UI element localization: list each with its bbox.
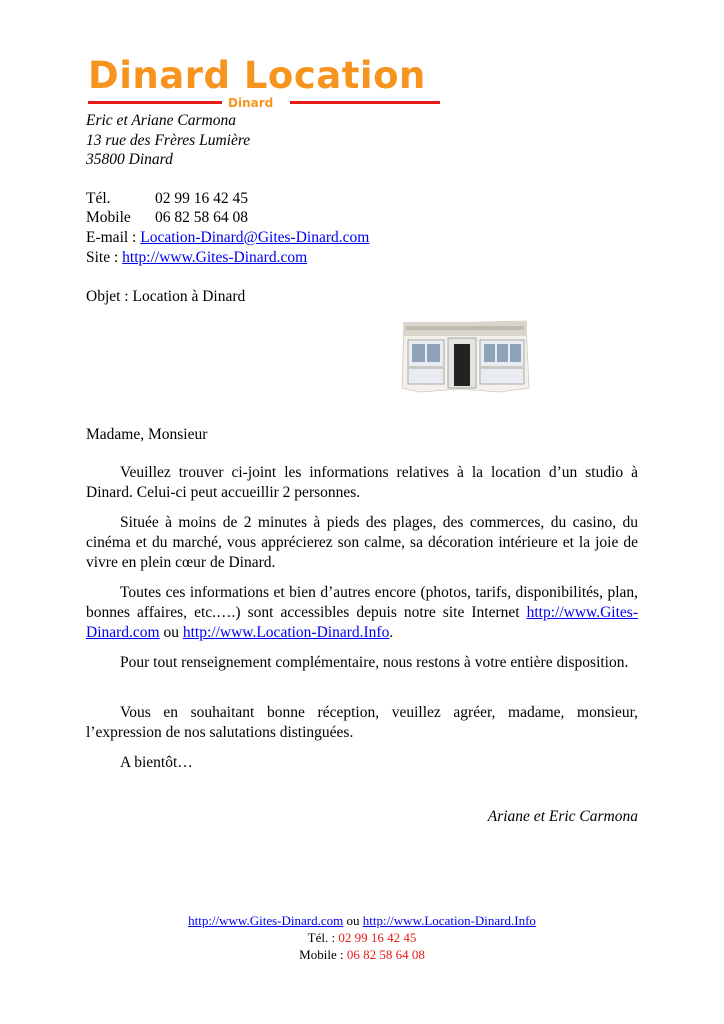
- paragraph-3-link-location[interactable]: http://www.Location-Dinard.Info: [182, 624, 390, 641]
- signature: Ariane et Eric Carmona: [487, 808, 638, 825]
- footer-tel-label: Tél. :: [307, 930, 339, 945]
- footer-links: [0, 912, 724, 929]
- paragraph-2: Située à moins de 2 minutes à pieds des plages, des commerces, du casino, du cinéma et du marché, vous apprécierez son calme, sa décoration intérieure et la joie de vivre en plein cœur de Dinard.: [86, 514, 638, 571]
- paragraph-3-or: ou: [159, 624, 183, 641]
- footer-link-location[interactable]: http://www.Location-Dinard.Info: [362, 913, 536, 928]
- email-line: [86, 228, 369, 248]
- site-link[interactable]: http://www.Gites-Dinard.com: [122, 249, 308, 266]
- house-photo: [400, 318, 530, 393]
- footer-mobile-label: Mobile :: [299, 947, 347, 962]
- sender-city: 35800 Dinard: [86, 151, 173, 168]
- paragraph-3-link-gites[interactable]: http://www.Gites-Dinard.com: [86, 604, 638, 641]
- greeting: Madame, Monsieur: [86, 426, 208, 443]
- site-label: Site :: [86, 249, 123, 266]
- tel-value: 02 99 16 42 45: [155, 190, 248, 207]
- footer-mobile: [0, 946, 724, 963]
- footer-tel: [0, 929, 724, 946]
- footer-link-gites[interactable]: http://www.Gites-Dinard.com: [188, 913, 344, 928]
- mobile-value: 06 82 58 64 08: [155, 209, 248, 226]
- footer-tel-value: 02 99 16 42 45: [338, 930, 417, 945]
- house-facade-icon: [400, 318, 530, 393]
- subject-line: Objet : Location à Dinard: [86, 288, 246, 305]
- mobile-label: Mobile: [86, 209, 131, 226]
- email-link[interactable]: Location-Dinard@Gites-Dinard.com: [140, 229, 370, 246]
- paragraph-5: Vous en souhaitant bonne réception, veuillez agréer, madame, monsieur, l’expression de nos salutations distinguées.: [86, 704, 638, 741]
- logo-line-right: [290, 101, 440, 104]
- email-label: E-mail :: [86, 229, 141, 246]
- paragraph-4: Pour tout renseignement complémentaire, nous restons à votre entière disposition.: [120, 654, 629, 671]
- sender-street: 13 rue des Frères Lumière: [86, 132, 251, 149]
- logo-title: Dinard Location: [88, 54, 426, 97]
- paragraph-1: Veuillez trouver ci-joint les informations relatives à la location d’un studio à Dinard. Celui-ci peut accueillir 2 personnes.: [86, 464, 638, 501]
- footer-mobile-value: 06 82 58 64 08: [346, 947, 425, 962]
- logo-subtitle: Dinard: [228, 96, 274, 110]
- logo-line-left: [88, 101, 222, 104]
- sender-names: Eric et Ariane Carmona: [86, 112, 236, 129]
- paragraph-3: [86, 583, 638, 643]
- footer-or: ou: [343, 913, 363, 928]
- paragraph-3-end: .: [389, 624, 394, 641]
- site-line: [86, 248, 307, 268]
- tel-label: Tél.: [86, 190, 111, 207]
- paragraph-6: A bientôt…: [120, 754, 193, 771]
- paragraph-3-text: Toutes ces informations et bien d’autres encore (photos, tarifs, disponibilités, plan, bonnes affaires, etc.….) sont accessibles depuis notre site Internet: [86, 584, 638, 621]
